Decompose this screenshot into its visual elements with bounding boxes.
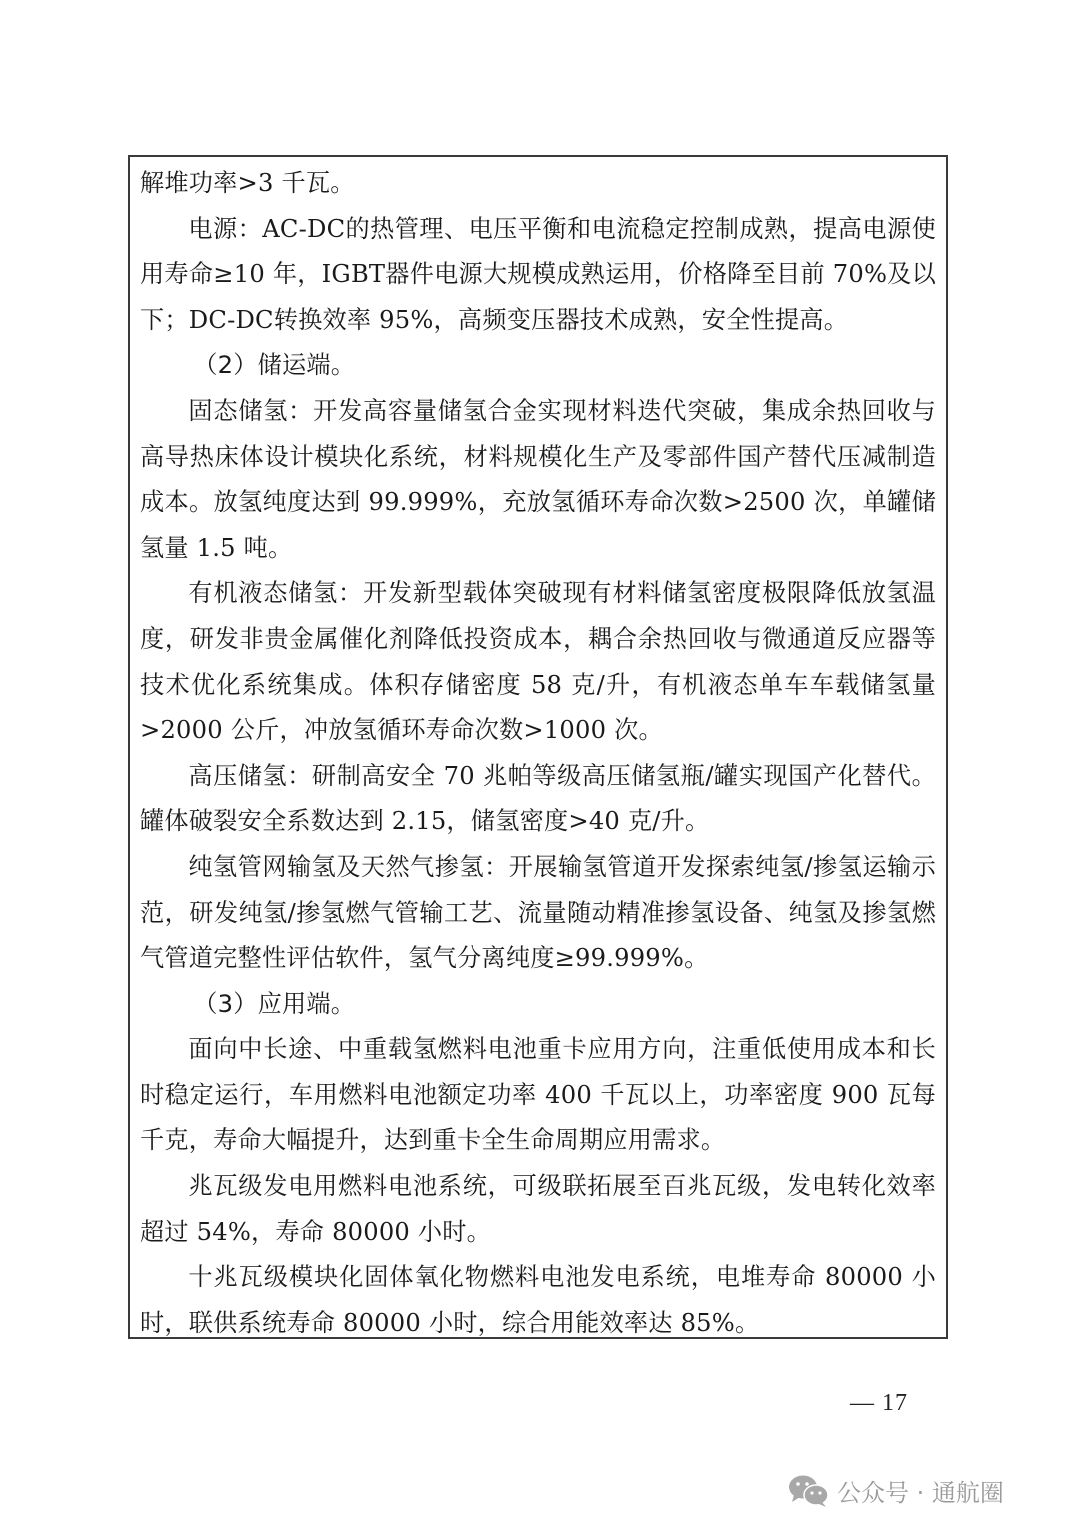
paragraph-high-pressure-storage: 高压储氢：研制高安全 70 兆帕等级高压储氢瓶/罐实现国产化替代。罐体破裂安全系数达到 2.15，储氢密度>40 克/升。 (140, 761, 936, 836)
paragraph-continuation: 解堆功率>3 千瓦。 (140, 169, 355, 197)
paragraph-solid-state-storage: 固态储氢：开发高容量储氢合金实现材料迭代突破，集成余热回收与高导热床体设计模块化系统，材料规模化生产及零部件国产替代压减制造成本。放氢纯度达到 99.999%，充放氢循环寿命次数>2500 次，单罐储氢量 1.5 吨。 (140, 396, 936, 562)
paragraph-heavy-truck: 面向中长途、中重载氢燃料电池重卡应用方向，注重低使用成本和长时稳定运行，车用燃料电池额定功率 400 千瓦以上，功率密度 900 瓦每千克，寿命大幅提升，达到重卡全生命周期应用需求。 (140, 1035, 936, 1155)
section-heading-application: （3）应用端。 (193, 989, 356, 1018)
paragraph-sofc-system: 十兆瓦级模块化固体氧化物燃料电池发电系统，电堆寿命 80000 小时，联供系统寿命 80000 小时，综合用能效率达 85%。 (140, 1263, 936, 1337)
wechat-icon (787, 1474, 831, 1508)
paragraph-pipeline-transport: 纯氢管网输氢及天然气掺氢：开展输氢管道开发探索纯氢/掺氢运输示范，研发纯氢/掺氢燃气管输工艺、流量随动精准掺氢设备、纯氢及掺氢燃气管道完整性评估软件，氢气分离纯度≥99.999%。 (140, 852, 936, 973)
section-heading-storage-transport: （2）储运端。 (193, 351, 356, 380)
watermark (787, 1473, 1004, 1508)
watermark-text: 公众号 · 通航圈 (837, 1479, 1004, 1507)
paragraph-organic-liquid-storage: 有机液态储氢：开发新型载体突破现有材料储氢密度极限降低放氢温度，研发非贵金属催化剂降低投资成本，耦合余热回收与微通道反应器等技术优化系统集成。体积存储密度 58 克/升，有机液态单车车载储氢量>2000 公斤，冲放氢循环寿命次数>1000 次。 (140, 579, 936, 745)
paragraph-megawatt-system: 兆瓦级发电用燃料电池系统，可级联拓展至百兆瓦级，发电转化效率超过 54%，寿命 80000 小时。 (140, 1172, 936, 1246)
page-number: — 17 (850, 1390, 908, 1416)
paragraph-power-supply: 电源：AC-DC的热管理、电压平衡和电流稳定控制成熟，提高电源使用寿命≥10 年，IGBT器件电源大规模成熟运用，价格降至目前 70%及以下；DC-DC转换效率 95%，高频变压器技术成熟，安全性提高。 (140, 214, 936, 334)
content-box (128, 155, 948, 1339)
